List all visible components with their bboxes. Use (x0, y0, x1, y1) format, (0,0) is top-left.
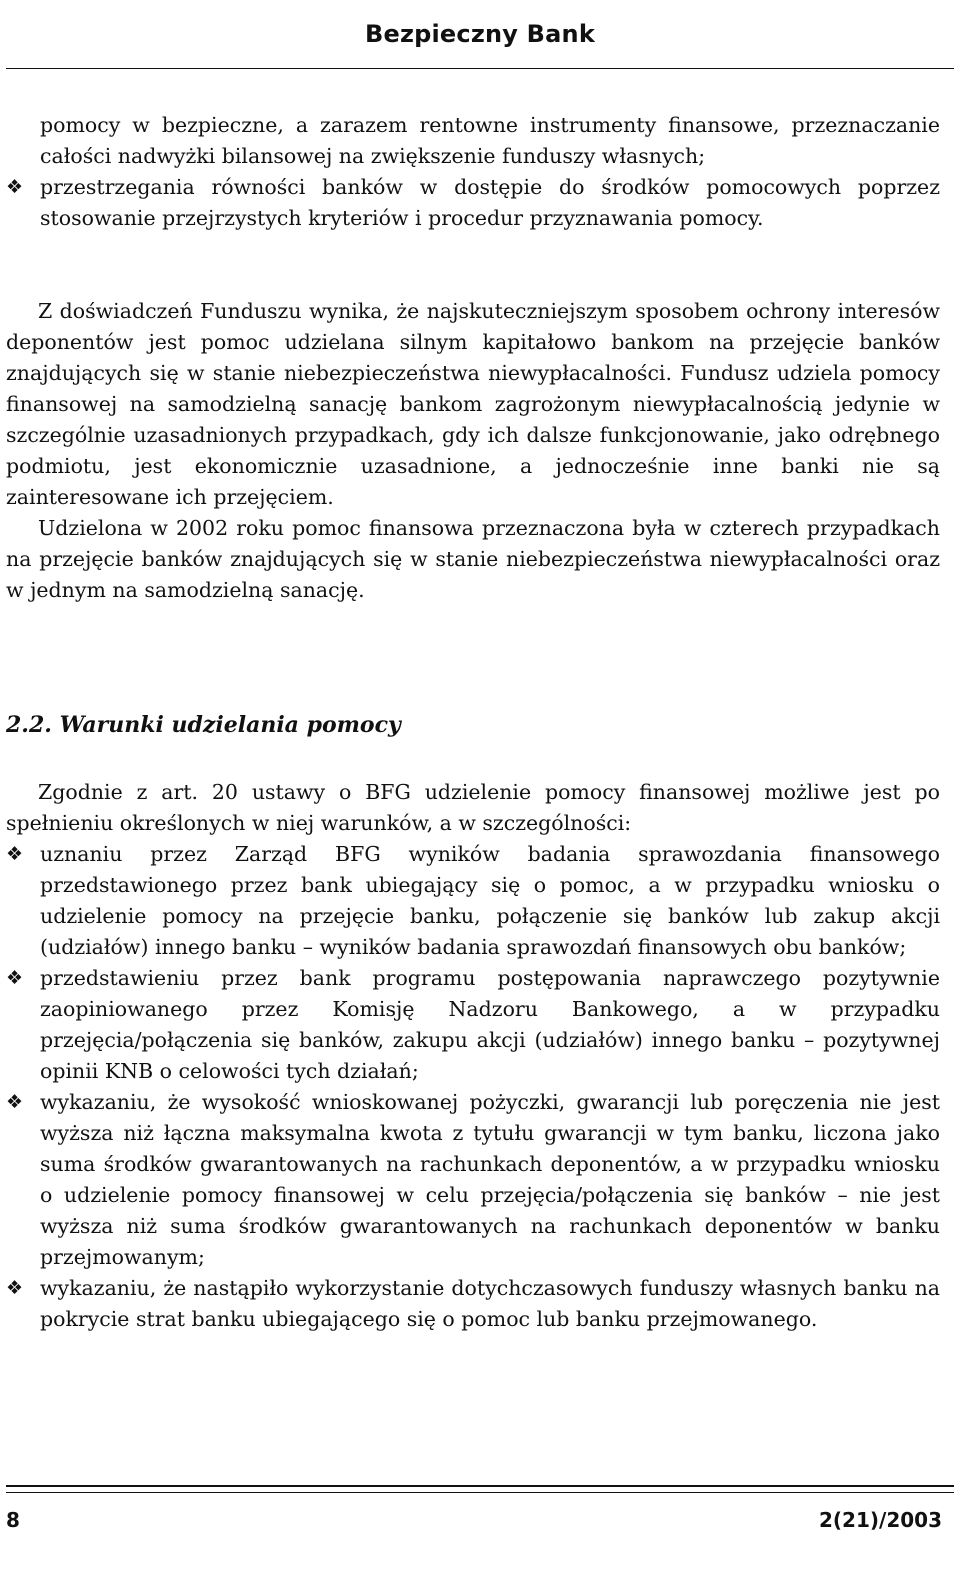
running-header-title: Bezpieczny Bank (364, 20, 596, 48)
body-paragraphs (6, 296, 940, 606)
diamond-bullet-icon: ❖ (6, 843, 24, 865)
list-item (6, 172, 940, 234)
list-item (6, 1087, 940, 1273)
header-rule (6, 68, 954, 69)
list-item-text: uznaniu przez Zarząd BFG wyników badania sprawozdania finansowego przedstawionego przez bank ubiegający się o pomoc, a w przypadku wniosku o udzielenie pomocy na przejęcie banku, połączenie się banków lub zakup akcji (udziałów) innego banku – wyników badania sprawozdań finansowych obu banków; (40, 842, 940, 959)
continuation-block (6, 110, 940, 234)
section-content (6, 777, 940, 1335)
conditions-bullet-list (6, 839, 940, 1335)
list-item-text: przestrzegania równości banków w dostępie do środków pomocowych poprzez stosowanie przejrzystych kryteriów i procedur przyznawania pomocy. (40, 175, 940, 230)
diamond-bullet-icon: ❖ (6, 1277, 24, 1299)
footer-rule-thick (6, 1485, 954, 1487)
continuation-text: pomocy w bezpieczne, a zarazem rentowne instrumenty finansowe, przeznaczanie całości nadwyżki bilansowej na zwiększenie funduszy własnych; (40, 113, 940, 168)
list-item (6, 963, 940, 1087)
continuation-bullet-list (6, 172, 940, 234)
footer-rule-thin (6, 1492, 954, 1493)
diamond-bullet-icon: ❖ (6, 176, 24, 198)
page-number: 8 (6, 1508, 20, 1532)
paragraph: Udzielona w 2002 roku pomoc finansowa przeznaczona była w czterech przypadkach na przejęcie banków znajdujących się w stanie niebezpieczeństwa niewypłacalności oraz w jednym na samodzielną sanację. (6, 516, 940, 602)
list-item-text: wykazaniu, że nastąpiło wykorzystanie dotychczasowych funduszy własnych banku na pokrycie strat banku ubiegającego się o pomoc lub banku przejmowanego. (40, 1276, 940, 1331)
section-intro: Zgodnie z art. 20 ustawy o BFG udzielenie pomocy finansowej możliwe jest po spełnieniu określonych w niej warunków, a w szczególności: (6, 780, 940, 835)
list-item (6, 839, 940, 963)
paragraph: Z doświadczeń Funduszu wynika, że najskuteczniejszym sposobem ochrony interesów deponentów jest pomoc udzielana silnym kapitałowo bankom na przejęcie banków znajdujących się w stanie niebezpieczeństwa niewypłacalności. Fundusz udziela pomocy finansowej na samodzielną sanację bankom zagrożonym niewypłacalnością jedynie w szczególnie uzasadnionych przypadkach, gdy ich dalsze funkcjonowanie, jako odrębnego podmiotu, jest ekonomicznie uzasadnione, a jednocześnie inne banki nie są zainteresowane ich przejęciem. (6, 299, 940, 509)
diamond-bullet-icon: ❖ (6, 967, 24, 989)
issue-number: 2(21)/2003 (819, 1508, 942, 1532)
list-item-text: wykazaniu, że wysokość wnioskowanej pożyczki, gwarancji lub poręczenia nie jest wyższa niż łączna maksymalna kwota z tytułu gwarancji w tym banku, liczona jako suma środków gwarantowanych na rachunkach deponentów, a w przypadku wniosku o udzielenie pomocy finansowej w celu przejęcia/połączenia się banków – nie jest wyższa niż suma środków gwarantowanych na rachunkach deponentów w banku przejmowanym; (40, 1090, 940, 1269)
list-item (6, 1273, 940, 1335)
section-heading: 2.2. Warunki udzielania pomocy (6, 712, 401, 738)
diamond-bullet-icon: ❖ (6, 1091, 24, 1113)
list-item-text: przedstawieniu przez bank programu postępowania naprawczego pozytywnie zaopiniowanego przez Komisję Nadzoru Bankowego, a w przypadku przejęcia/połączenia się banków, zakupu akcji (udziałów) innego banku – pozytywnej opinii KNB o celowości tych działań; (40, 966, 940, 1083)
